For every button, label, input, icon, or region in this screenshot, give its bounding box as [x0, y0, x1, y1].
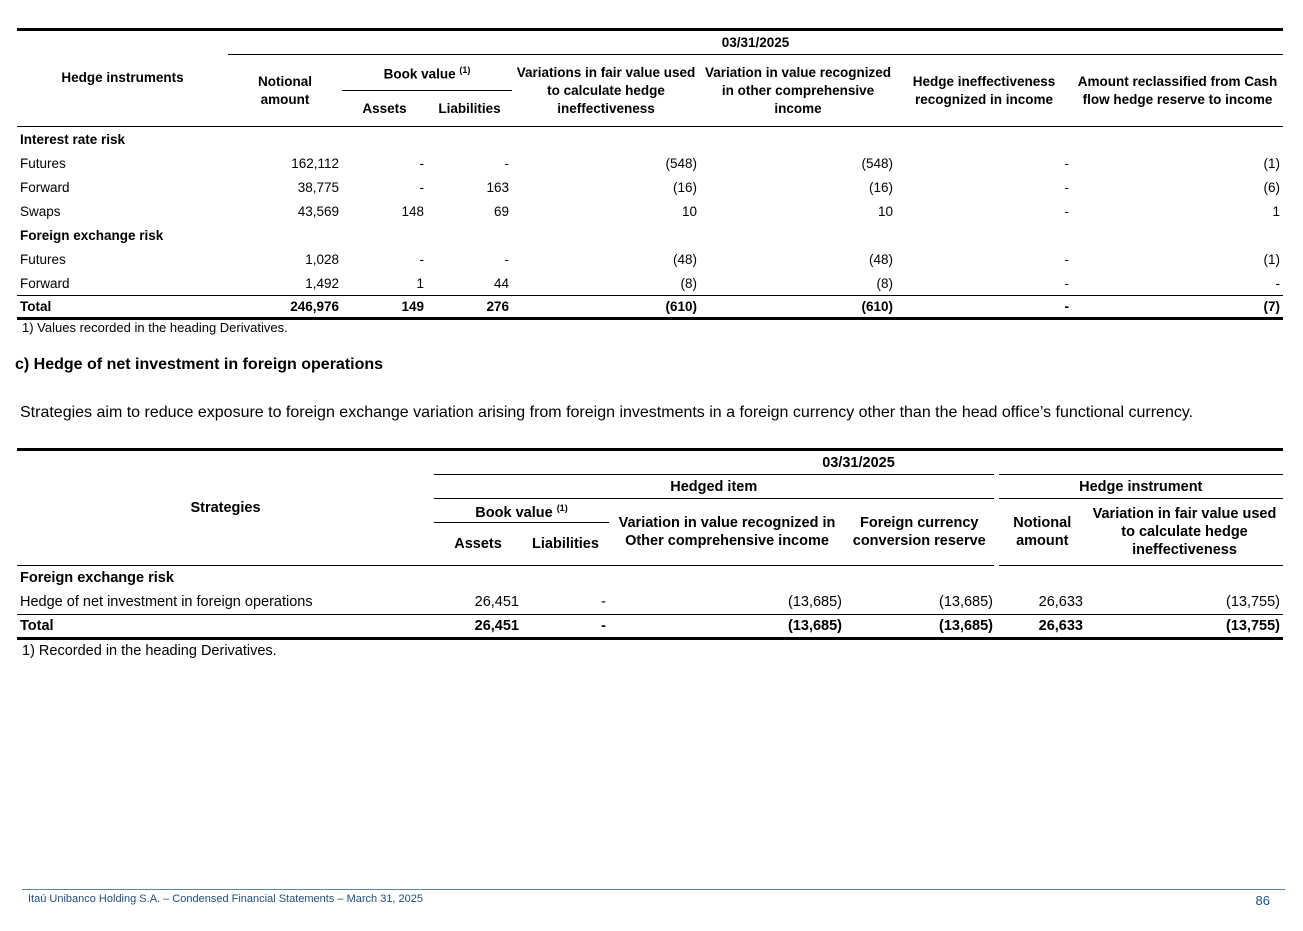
oci-cell: (13,685) [787, 594, 842, 610]
fv-cell: 10 [681, 203, 697, 219]
row-name: Forward [20, 179, 70, 195]
row-name: Futures [20, 251, 66, 267]
book-value-header [342, 55, 512, 91]
net-investment-hedge-table [17, 448, 1283, 640]
note-ref: (1) [556, 503, 568, 514]
assets-cell: - [419, 251, 424, 267]
date-header: 03/31/2025 [228, 30, 1283, 55]
notional-header: Notional amount [996, 499, 1086, 566]
hedge-instruments-header: Hedge instruments [17, 30, 228, 127]
ineff-cell: - [1064, 203, 1069, 219]
assets-cell: - [419, 179, 424, 195]
row-name: Futures [20, 155, 66, 171]
fx-reserve-header: Foreign currency conversion reserve [845, 499, 996, 566]
notional-cell: 1,492 [305, 275, 339, 291]
group-row [17, 223, 1283, 247]
group-label: Foreign exchange risk [20, 227, 164, 243]
fv-cell: (548) [665, 155, 697, 171]
table-row [17, 247, 1283, 271]
oci-cell: (8) [876, 275, 893, 291]
oci-cell: 10 [877, 203, 893, 219]
assets-cell: 149 [342, 296, 427, 319]
note-ref: (1) [459, 65, 471, 76]
table-row [17, 151, 1283, 175]
oci-cell: (548) [861, 155, 893, 171]
liabilities-cell: 44 [493, 275, 509, 291]
book-value-label: Book value [475, 504, 553, 521]
group-label: Foreign exchange risk [20, 570, 174, 586]
reclass-cell: (7) [1072, 296, 1283, 319]
total-label: Total [17, 615, 434, 639]
cash-flow-hedge-table [17, 28, 1283, 320]
notional-cell: 26,633 [996, 615, 1086, 639]
notional-cell: 43,569 [297, 203, 339, 219]
liabilities-cell: - [522, 615, 609, 639]
footer-text: Itaú Unibanco Holding S.A. – Condensed Financial Statements – March 31, 2025 [28, 893, 424, 905]
ineff-cell: - [1064, 275, 1069, 291]
book-value-label: Book value [383, 66, 456, 82]
group-label: Interest rate risk [20, 131, 126, 147]
book-value-header [434, 499, 609, 523]
notional-cell: 246,976 [228, 296, 342, 319]
hedged-item-header: Hedged item [434, 475, 996, 499]
assets-cell: 1 [416, 275, 424, 291]
strategies-header: Strategies [17, 450, 434, 566]
group-row [17, 566, 1283, 591]
liabilities-header: Liabilities [522, 523, 609, 566]
reclass-cell: 1 [1272, 203, 1280, 219]
ineff-cell: - [896, 296, 1072, 319]
notional-cell: 162,112 [291, 155, 339, 171]
reclass-cell: - [1275, 275, 1280, 291]
table-row [17, 271, 1283, 296]
fair-value-variation-header: Variations in fair value used to calculate hedge ineffectiveness [512, 55, 700, 127]
section-paragraph: Strategies aim to reduce exposure to foreign exchange variation arising from foreign investments in a foreign currency other than the head office’s functional currency. [20, 404, 1194, 421]
liabilities-cell: - [504, 251, 509, 267]
ineff-cell: - [1064, 179, 1069, 195]
footer-divider [22, 889, 1285, 890]
oci-cell: (610) [700, 296, 896, 319]
notional-cell: 1,028 [305, 251, 339, 267]
liabilities-cell: 163 [486, 179, 509, 195]
fv-variation-header: Variation in fair value used to calculate hedge ineffectiveness [1086, 499, 1283, 566]
table-row [17, 175, 1283, 199]
ineffectiveness-header: Hedge ineffectiveness recognized in income [896, 55, 1072, 127]
total-label: Total [17, 296, 228, 319]
total-row [17, 615, 1283, 639]
reclass-cell: (1) [1263, 251, 1280, 267]
assets-cell: 26,451 [474, 594, 519, 610]
assets-cell: 148 [401, 203, 424, 219]
notional-header: Notional amount [228, 55, 342, 127]
row-name: Forward [20, 275, 70, 291]
assets-cell: - [419, 155, 424, 171]
ineff-cell: - [1064, 155, 1069, 171]
liabilities-header: Liabilities [427, 91, 512, 127]
fx-reserve-cell: (13,685) [938, 594, 993, 610]
oci-cell: (13,685) [609, 615, 845, 639]
reclassified-header: Amount reclassified from Cash flow hedge reserve to income [1072, 55, 1283, 127]
assets-header: Assets [342, 91, 427, 127]
hedge-instrument-header: Hedge instrument [996, 475, 1283, 499]
oci-cell: (16) [868, 179, 893, 195]
liabilities-cell: 69 [493, 203, 509, 219]
reclass-cell: (1) [1263, 155, 1280, 171]
fv-cell: (13,755) [1225, 594, 1280, 610]
date-header: 03/31/2025 [434, 450, 1283, 475]
fv-cell: (48) [672, 251, 697, 267]
liabilities-cell: - [504, 155, 509, 171]
row-name: Hedge of net investment in foreign operations [20, 594, 313, 610]
table1-footnote: 1) Values recorded in the heading Derivatives. [22, 320, 288, 335]
notional-cell: 38,775 [297, 179, 339, 195]
liabilities-cell: - [601, 594, 606, 610]
table-row [17, 590, 1283, 615]
assets-header: Assets [434, 523, 522, 566]
table2-footnote: 1) Recorded in the heading Derivatives. [22, 643, 277, 659]
group-row [17, 127, 1283, 152]
fv-cell: (8) [680, 275, 697, 291]
assets-cell: 26,451 [434, 615, 522, 639]
fv-cell: (610) [512, 296, 700, 319]
oci-variation-header: Variation in value recognized in other comprehensive income [700, 55, 896, 127]
liabilities-cell: 276 [427, 296, 512, 319]
ineff-cell: - [1064, 251, 1069, 267]
notional-cell: 26,633 [1038, 594, 1083, 610]
fv-cell: (16) [672, 179, 697, 195]
reclass-cell: (6) [1263, 179, 1280, 195]
fx-reserve-cell: (13,685) [845, 615, 996, 639]
page-number: 86 [1255, 893, 1270, 908]
oci-cell: (48) [868, 251, 893, 267]
section-heading: c) Hedge of net investment in foreign operations [15, 356, 384, 373]
table-row [17, 199, 1283, 223]
oci-variation-header: Variation in value recognized in Other comprehensive income [609, 499, 845, 566]
total-row [17, 296, 1283, 319]
fv-cell: (13,755) [1086, 615, 1283, 639]
row-name: Swaps [20, 203, 61, 219]
